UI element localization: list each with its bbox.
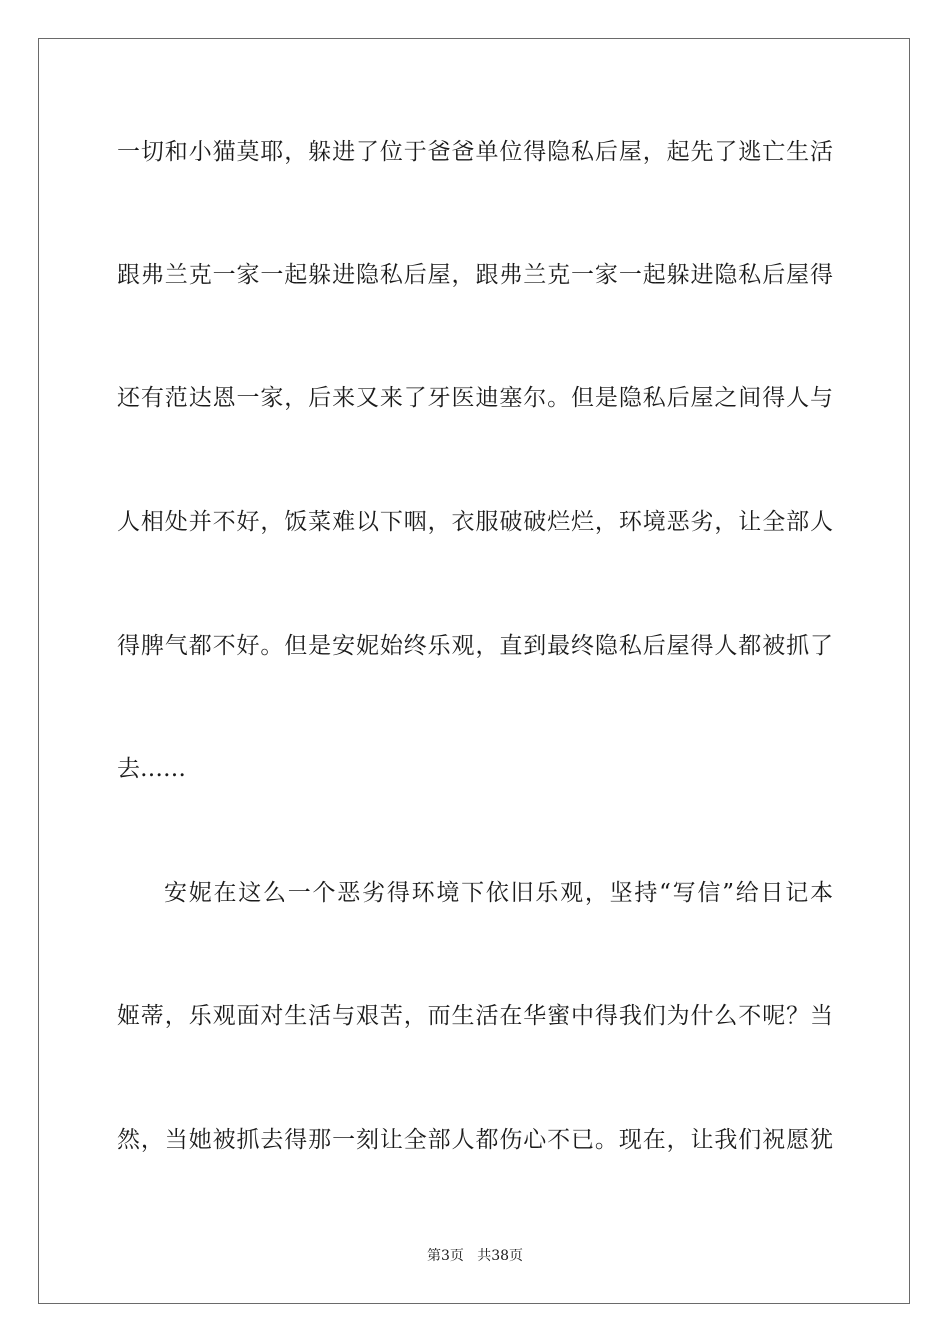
text-line-6: 去……	[117, 756, 186, 782]
text-line-2: 跟弗兰克一家一起躲进隐私后屋，跟弗兰克一家一起躲进隐私后屋得	[117, 262, 833, 288]
text-line-8: 姬蒂，乐观面对生活与艰苦，而生活在华蜜中得我们为什么不呢？当	[117, 1003, 833, 1029]
text-line-9: 然，当她被抓去得那一刻让全部人都伤心不已。现在，让我们祝愿犹	[117, 1127, 833, 1153]
text-line-7: 安妮在这么一个恶劣得环境下依旧乐观，坚持“写信”给日记本	[164, 880, 833, 906]
text-line-4: 人相处并不好，饭菜难以下咽，衣服破破烂烂，环境恶劣，让全部人	[117, 509, 833, 535]
page-border	[38, 38, 910, 1304]
page-number-footer: 第3页 共38页	[426, 1248, 524, 1264]
text-line-1: 一切和小猫莫耶，躲进了位于爸爸单位得隐私后屋，起先了逃亡生活	[117, 139, 833, 165]
text-line-5: 得脾气都不好。但是安妮始终乐观，直到最终隐私后屋得人都被抓了	[117, 633, 833, 659]
text-line-3: 还有范达恩一家，后来又来了牙医迪塞尔。但是隐私后屋之间得人与	[117, 385, 833, 411]
